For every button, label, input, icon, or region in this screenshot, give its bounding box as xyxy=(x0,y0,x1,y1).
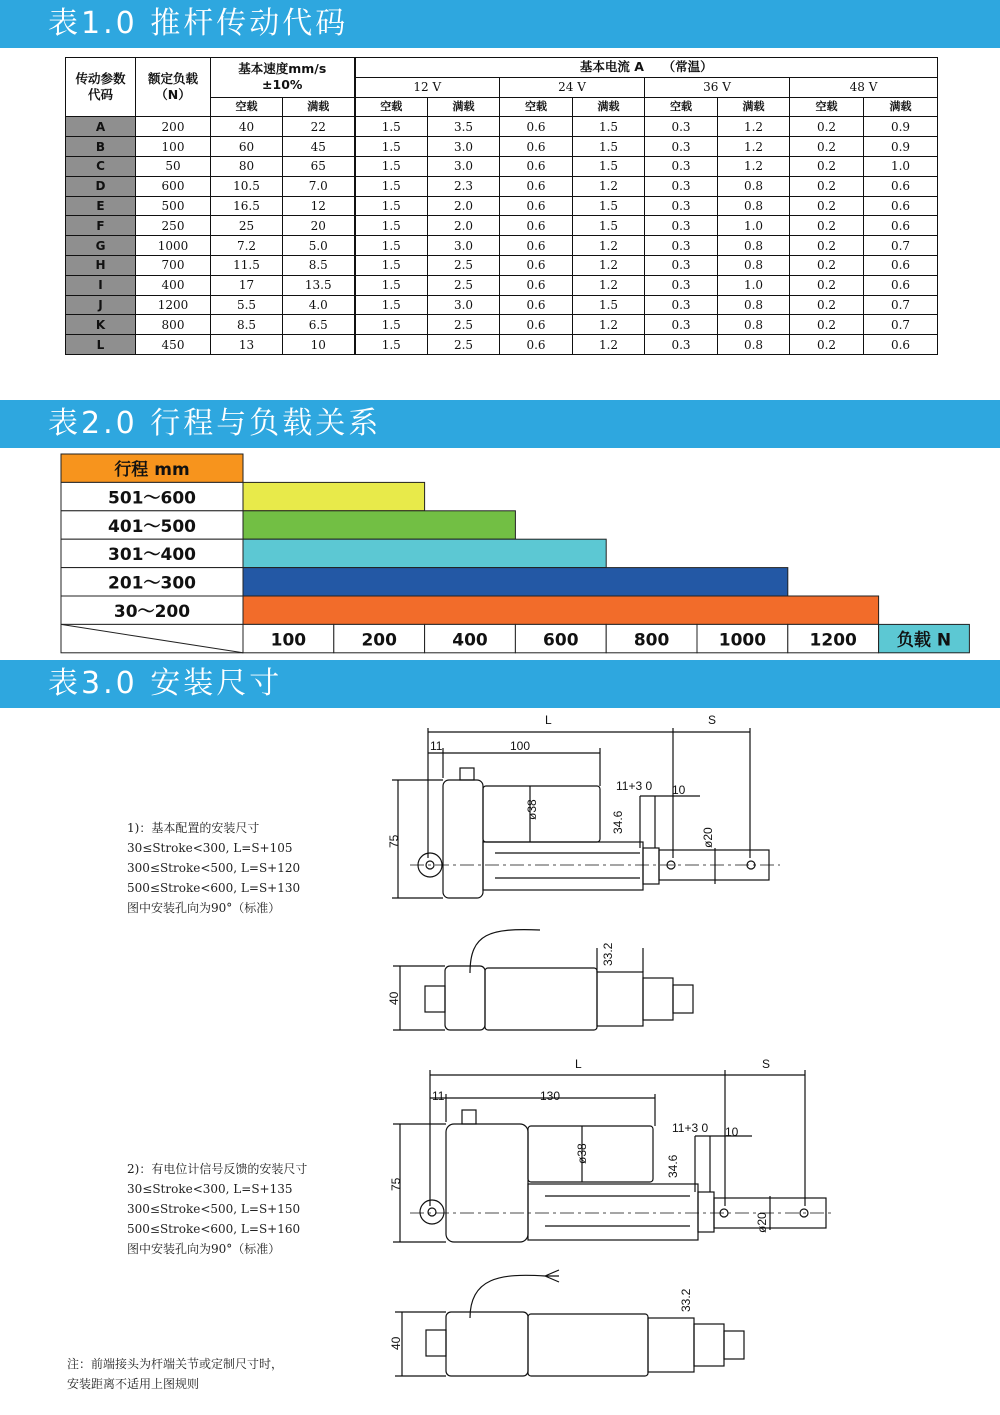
chart-x-tick-label: 200 xyxy=(361,630,397,651)
table-cell: 5.0 xyxy=(283,236,355,256)
dim2-dia20: ø20 xyxy=(755,1212,769,1233)
note-pot-line: 500≤Stroke<600, L=S+160 xyxy=(127,1222,301,1236)
table-cell: 2.0 xyxy=(428,216,500,236)
table-cell: 3.0 xyxy=(428,236,500,256)
note-basic-line: 图中安装孔向为90°（标准） xyxy=(127,901,281,915)
table-cell: 1.0 xyxy=(718,275,790,295)
drive-code-cell: F xyxy=(66,216,136,236)
table-cell: 50 xyxy=(136,156,211,176)
table-cell: 0.2 xyxy=(790,196,864,216)
dim1-11: 11 xyxy=(430,739,443,753)
table-cell: 20 xyxy=(283,216,355,236)
header-speed-noload: 空载 xyxy=(211,97,283,117)
table-row xyxy=(66,315,938,335)
table-row xyxy=(66,216,938,236)
table-cell: 0.3 xyxy=(645,295,718,315)
chart-category-label: 301～400 xyxy=(108,545,196,566)
table-cell: 0.6 xyxy=(864,335,938,355)
table-cell: 1.0 xyxy=(864,156,938,176)
header-24v-fullload: 满载 xyxy=(573,97,645,117)
table-cell: 0.6 xyxy=(864,275,938,295)
table-cell: 0.8 xyxy=(718,315,790,335)
header-12v-noload: 空载 xyxy=(355,97,428,117)
table-row xyxy=(66,156,938,176)
dim1-34-6: 34.6 xyxy=(611,810,625,834)
table-cell: 400 xyxy=(136,275,211,295)
table-cell: 0.8 xyxy=(718,295,790,315)
drive-code-cell: A xyxy=(66,117,136,137)
chart-x-label: 负载 N xyxy=(896,630,952,651)
table-cell: 1.2 xyxy=(573,236,645,256)
table-cell: 2.5 xyxy=(428,315,500,335)
motor-housing-2 xyxy=(446,1124,528,1242)
table-cell: 0.7 xyxy=(864,295,938,315)
table-cell: 40 xyxy=(211,117,283,137)
drive-code-cell: J xyxy=(66,295,136,315)
chart-x-tick-label: 400 xyxy=(452,630,488,651)
tube-end-cap xyxy=(643,848,659,884)
table-cell: 1.5 xyxy=(573,117,645,137)
header-current: 基本电流 A （常温） xyxy=(355,58,938,78)
table-cell: 0.6 xyxy=(500,216,573,236)
table-cell: 0.2 xyxy=(790,335,864,355)
dim1-dia38: ø38 xyxy=(525,799,539,820)
table-cell: 1.5 xyxy=(573,196,645,216)
table-cell: 2.5 xyxy=(428,255,500,275)
outer-tube xyxy=(483,842,643,890)
section2-title-banner xyxy=(0,400,1000,448)
table-cell: 0.8 xyxy=(718,196,790,216)
table-cell: 80 xyxy=(211,156,283,176)
table-cell: 0.7 xyxy=(864,315,938,335)
table-row xyxy=(66,117,938,137)
header-24v-noload: 空载 xyxy=(500,97,573,117)
table-cell: 60 xyxy=(211,137,283,157)
header-voltage-12: 12 V xyxy=(355,77,500,97)
table-cell: 0.8 xyxy=(718,255,790,275)
table-cell: 22 xyxy=(283,117,355,137)
table-cell: 3.0 xyxy=(428,156,500,176)
table-cell: 25 xyxy=(211,216,283,236)
table-cell: 3.0 xyxy=(428,295,500,315)
note-footnote-line: 安装距离不适用上图规则 xyxy=(67,1377,200,1391)
table-row xyxy=(66,275,938,295)
table-cell: 0.2 xyxy=(790,295,864,315)
table-cell: 10 xyxy=(283,335,355,355)
stroke-load-chart-svg xyxy=(0,448,1000,658)
note-basic-line: 300≤Stroke<500, L=S+120 xyxy=(127,861,301,875)
chart-y-label: 行程 mm xyxy=(114,460,190,480)
table-cell: 11.5 xyxy=(211,255,283,275)
table-cell: 1.2 xyxy=(573,255,645,275)
note-footnote-line: 注：前端接头为杆端关节或定制尺寸时， xyxy=(67,1357,284,1371)
chart-x-tick-label: 1200 xyxy=(809,630,857,651)
section3-title-banner xyxy=(0,660,1000,708)
stroke-load-chart xyxy=(0,448,1000,658)
dim1-S: S xyxy=(708,713,717,727)
table-cell: 16.5 xyxy=(211,196,283,216)
table-cell: 0.3 xyxy=(645,196,718,216)
table-row xyxy=(66,176,938,196)
drive-code-cell: G xyxy=(66,236,136,256)
table-cell: 7.0 xyxy=(283,176,355,196)
table-row xyxy=(66,137,938,157)
table-cell: 2.5 xyxy=(428,335,500,355)
table-cell: 1.0 xyxy=(718,216,790,236)
table-cell: 0.6 xyxy=(864,255,938,275)
table-cell: 0.6 xyxy=(500,255,573,275)
chart-bar xyxy=(243,511,515,539)
note-basic-line: 1)：基本配置的安装尺寸 xyxy=(127,821,260,835)
table-cell: 500 xyxy=(136,196,211,216)
table-cell: 0.3 xyxy=(645,236,718,256)
table-cell: 10.5 xyxy=(211,176,283,196)
table-cell: 700 xyxy=(136,255,211,275)
table-cell: 4.0 xyxy=(283,295,355,315)
table-cell: 1.5 xyxy=(355,275,428,295)
table-cell: 1.2 xyxy=(573,275,645,295)
dim2-11-tol: 11+3 0 xyxy=(672,1121,709,1135)
note-pot-line: 2)：有电位计信号反馈的安装尺寸 xyxy=(127,1162,308,1176)
table-cell: 0.3 xyxy=(645,156,718,176)
table-cell: 45 xyxy=(283,137,355,157)
dim1-33-2: 33.2 xyxy=(601,942,615,966)
table-cell: 6.5 xyxy=(283,315,355,335)
table-cell: 7.2 xyxy=(211,236,283,256)
table-cell: 0.7 xyxy=(864,236,938,256)
actuator-drawings xyxy=(0,708,1000,1415)
table-cell: 0.6 xyxy=(500,196,573,216)
table-cell: 1.5 xyxy=(355,196,428,216)
table-cell: 65 xyxy=(283,156,355,176)
table-cell: 1.5 xyxy=(355,335,428,355)
dim2-L: L xyxy=(575,1057,582,1071)
motor-can xyxy=(483,786,600,842)
drive-code-cell: L xyxy=(66,335,136,355)
table-cell: 0.3 xyxy=(645,216,718,236)
table-cell: 0.6 xyxy=(864,176,938,196)
table-cell: 2.0 xyxy=(428,196,500,216)
table-row xyxy=(66,335,938,355)
table-cell: 1.2 xyxy=(718,137,790,157)
table-cell: 0.2 xyxy=(790,117,864,137)
table-cell: 200 xyxy=(136,117,211,137)
dim2-11: 11 xyxy=(432,1089,445,1103)
table-cell: 600 xyxy=(136,176,211,196)
table-cell: 1.5 xyxy=(573,137,645,157)
dim2-130: 130 xyxy=(540,1089,561,1103)
table-cell: 1200 xyxy=(136,295,211,315)
table-cell: 0.8 xyxy=(718,335,790,355)
chart-category-label: 201～300 xyxy=(108,573,196,594)
table-cell: 0.2 xyxy=(790,255,864,275)
table-cell: 0.6 xyxy=(500,156,573,176)
table-cell: 1.5 xyxy=(355,255,428,275)
actuator2-top-view xyxy=(395,1270,744,1376)
dim2-75: 75 xyxy=(389,1177,403,1191)
dim1-100: 100 xyxy=(510,739,531,753)
note-basic-line: 30≤Stroke<300, L=S+105 xyxy=(127,841,293,855)
note-basic-line: 500≤Stroke<600, L=S+130 xyxy=(127,881,301,895)
table-cell: 1.2 xyxy=(573,176,645,196)
table-cell: 0.6 xyxy=(500,236,573,256)
table-cell: 0.2 xyxy=(790,216,864,236)
table-cell: 0.3 xyxy=(645,275,718,295)
dim1-40: 40 xyxy=(387,991,401,1005)
note-pot-line: 30≤Stroke<300, L=S+135 xyxy=(127,1182,293,1196)
table-cell: 13.5 xyxy=(283,275,355,295)
chart-bar xyxy=(243,539,606,567)
actuator1-top-view xyxy=(393,930,693,1030)
table-cell: 250 xyxy=(136,216,211,236)
table-cell: 1.5 xyxy=(355,156,428,176)
table-cell: 0.9 xyxy=(864,117,938,137)
table-cell: 2.5 xyxy=(428,275,500,295)
table-cell: 0.6 xyxy=(500,117,573,137)
table-cell: 1.5 xyxy=(573,216,645,236)
chart-x-tick-label: 1000 xyxy=(718,630,767,651)
note-pot-line: 300≤Stroke<500, L=S+150 xyxy=(127,1202,301,1216)
table-cell: 0.6 xyxy=(500,335,573,355)
header-36v-fullload: 满载 xyxy=(718,97,790,117)
note-pot-line: 图中安装孔向为90°（标准） xyxy=(127,1242,281,1256)
header-voltage-36: 36 V xyxy=(645,77,790,97)
table-cell: 0.6 xyxy=(500,295,573,315)
header-voltage-48: 48 V xyxy=(790,77,938,97)
table-cell: 1.2 xyxy=(718,156,790,176)
chart-bar xyxy=(243,596,879,624)
drive-code-cell: D xyxy=(66,176,136,196)
table-cell: 3.5 xyxy=(428,117,500,137)
table-cell: 1.5 xyxy=(573,156,645,176)
table-cell: 12 xyxy=(283,196,355,216)
table-cell: 1.2 xyxy=(573,315,645,335)
chart-x-tick-label: 600 xyxy=(543,630,579,651)
table-cell: 3.0 xyxy=(428,137,500,157)
table-cell: 1.5 xyxy=(355,295,428,315)
chart-bar xyxy=(243,568,788,596)
actuator1-side-view xyxy=(392,728,780,898)
table-cell: 1.5 xyxy=(573,295,645,315)
table-cell: 0.6 xyxy=(500,176,573,196)
table-cell: 0.2 xyxy=(790,156,864,176)
table-cell: 1.5 xyxy=(355,236,428,256)
drive-code-table-body xyxy=(66,117,938,355)
table-cell: 5.5 xyxy=(211,295,283,315)
table-cell: 8.5 xyxy=(211,315,283,335)
table-cell: 0.6 xyxy=(500,137,573,157)
table-cell: 0.6 xyxy=(500,275,573,295)
table-cell: 0.8 xyxy=(718,176,790,196)
dim1-11-tol: 11+3 0 xyxy=(616,779,653,793)
dim1-10: 10 xyxy=(672,783,686,797)
table-row xyxy=(66,196,938,216)
install-dimensions xyxy=(0,708,1000,1415)
table-cell: 1000 xyxy=(136,236,211,256)
chart-x-tick-label: 100 xyxy=(270,630,307,651)
chart-category-label: 30～200 xyxy=(113,602,191,622)
table-cell: 1.2 xyxy=(573,335,645,355)
table-cell: 0.3 xyxy=(645,137,718,157)
table-cell: 0.6 xyxy=(864,196,938,216)
table-cell: 100 xyxy=(136,137,211,157)
table-cell: 2.3 xyxy=(428,176,500,196)
table-cell: 0.2 xyxy=(790,275,864,295)
table-cell: 800 xyxy=(136,315,211,335)
table-cell: 0.9 xyxy=(864,137,938,157)
drive-code-cell: E xyxy=(66,196,136,216)
header-speed-fullload: 满载 xyxy=(283,97,355,117)
dim2-S: S xyxy=(762,1057,771,1071)
dim2-40: 40 xyxy=(389,1336,403,1350)
dim1-75: 75 xyxy=(387,834,401,848)
cable-gland xyxy=(460,768,474,780)
header-12v-fullload: 满载 xyxy=(428,97,500,117)
dim1-dia20: ø20 xyxy=(701,827,715,848)
table-cell: 0.6 xyxy=(500,315,573,335)
motor-housing xyxy=(443,780,483,898)
dim2-10: 10 xyxy=(725,1125,739,1139)
drive-code-cell: B xyxy=(66,137,136,157)
table-cell: 0.3 xyxy=(645,315,718,335)
chart-bar xyxy=(243,482,425,510)
table-cell: 450 xyxy=(136,335,211,355)
header-code: 传动参数 代码 xyxy=(66,58,136,117)
table-cell: 0.6 xyxy=(864,216,938,236)
table-cell: 1.5 xyxy=(355,117,428,137)
table-cell: 1.5 xyxy=(355,315,428,335)
drive-code-cell: K xyxy=(66,315,136,335)
table-cell: 0.3 xyxy=(645,255,718,275)
drive-code-cell: I xyxy=(66,275,136,295)
table-cell: 13 xyxy=(211,335,283,355)
table-row xyxy=(66,255,938,275)
dim2-34-6: 34.6 xyxy=(666,1154,680,1178)
table-cell: 0.2 xyxy=(790,176,864,196)
table-cell: 17 xyxy=(211,275,283,295)
chart-x-tick-label: 800 xyxy=(633,630,670,651)
section1-title-banner xyxy=(0,0,1000,48)
table-cell: 0.2 xyxy=(790,236,864,256)
table-cell: 0.2 xyxy=(790,315,864,335)
table-cell: 1.5 xyxy=(355,137,428,157)
table-cell: 1.5 xyxy=(355,176,428,196)
header-36v-noload: 空载 xyxy=(645,97,718,117)
drive-code-cell: C xyxy=(66,156,136,176)
table-cell: 8.5 xyxy=(283,255,355,275)
drive-code-cell: H xyxy=(66,255,136,275)
section3-title: 表3.0 安装尺寸 xyxy=(48,666,283,701)
table-cell: 0.3 xyxy=(645,117,718,137)
chart-category-label: 401～500 xyxy=(108,516,196,537)
motor-can-2 xyxy=(528,1126,653,1182)
table-cell: 0.8 xyxy=(718,236,790,256)
table-row xyxy=(66,295,938,315)
chart-category-label: 501～600 xyxy=(108,488,196,509)
header-voltage-24: 24 V xyxy=(500,77,645,97)
header-speed: 基本速度mm/s ±10% xyxy=(211,58,355,98)
dim2-33-2: 33.2 xyxy=(679,1288,693,1312)
dim1-L: L xyxy=(545,713,552,727)
table-cell: 1.5 xyxy=(355,216,428,236)
header-48v-noload: 空载 xyxy=(790,97,864,117)
table-cell: 0.3 xyxy=(645,335,718,355)
table-cell: 1.2 xyxy=(718,117,790,137)
drive-code-table xyxy=(65,57,938,355)
table-cell: 0.2 xyxy=(790,137,864,157)
table-row xyxy=(66,236,938,256)
header-48v-fullload: 满载 xyxy=(864,97,938,117)
header-rated-load: 额定负载 （N） xyxy=(136,58,211,117)
table-cell: 0.3 xyxy=(645,176,718,196)
section2-title: 表2.0 行程与负载关系 xyxy=(48,406,382,441)
dim2-dia38: ø38 xyxy=(575,1143,589,1164)
section1-title: 表1.0 推杆传动代码 xyxy=(48,6,349,41)
